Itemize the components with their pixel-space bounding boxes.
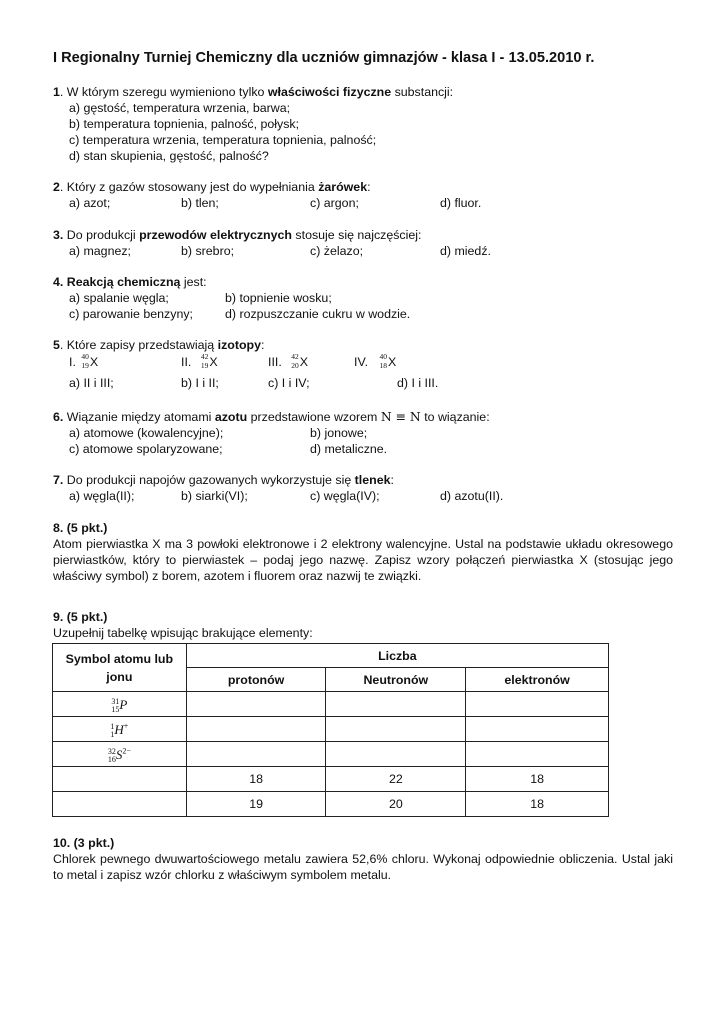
symbol-cell[interactable] xyxy=(53,792,187,817)
answer-a: a) azot; xyxy=(69,196,111,210)
answer-c: c) parowanie benzyny; xyxy=(69,307,193,321)
answer-a: a) spalanie węgla; xyxy=(69,291,169,305)
question-number: 1 xyxy=(53,85,60,99)
electrons-cell[interactable] xyxy=(466,692,609,717)
isotope-3: III. 42 20 X xyxy=(268,351,309,370)
neutrons-cell: 22 xyxy=(326,767,466,792)
answer-d: d) fluor. xyxy=(440,196,482,210)
answer-d: d) I i III. xyxy=(397,376,439,390)
neutrons-cell[interactable] xyxy=(326,692,466,717)
table-row xyxy=(53,767,609,792)
answer-b: b) temperatura topnienia, palność, połysk; xyxy=(69,117,300,131)
isotope-2: II. 42 19 X xyxy=(181,351,218,370)
question-1: 1. W którym szeregu wymieniono tylko właściwości fizyczne substancji: xyxy=(53,85,454,99)
table-row xyxy=(53,717,609,742)
question-10-text: Chlorek pewnego dwuwartościowego metalu zawiera 52,6% chloru. Wykonaj odpowiednie obliczenia. Ustal jaki to metal i zapisz wzór chlorku z właściwym symbolem metalu. xyxy=(53,852,673,882)
electrons-cell[interactable] xyxy=(466,742,609,767)
question-6: 6. Wiązanie między atomami azotu przedstawione wzorem N ≡ N to wiązanie: xyxy=(53,409,490,424)
symbol-cell: 31 15P xyxy=(53,692,187,717)
symbol-cell[interactable] xyxy=(53,767,187,792)
question-number: 5 xyxy=(53,338,60,352)
protons-cell[interactable] xyxy=(186,742,326,767)
answer-a: a) II i III; xyxy=(69,376,114,390)
question-3: 3. Do produkcji przewodów elektrycznych stosuje się najczęściej: xyxy=(53,228,422,242)
question-4: 4. Reakcją chemiczną jest: xyxy=(53,275,207,289)
electrons-cell[interactable] xyxy=(466,717,609,742)
question-number: 4. xyxy=(53,275,64,289)
answer-c: c) atomowe spolaryzowane; xyxy=(69,442,223,456)
question-2: 2. Który z gazów stosowany jest do wypełniania żarówek: xyxy=(53,180,371,194)
electrons-cell: 18 xyxy=(466,767,609,792)
answer-d: d) stan skupienia, gęstość, palność? xyxy=(69,149,269,163)
answer-b: b) topnienie wosku; xyxy=(225,291,332,305)
question-8-heading: 8. (5 pkt.) xyxy=(53,521,108,535)
protons-cell[interactable] xyxy=(186,692,326,717)
protons-cell[interactable] xyxy=(186,717,326,742)
question-10-heading: 10. (3 pkt.) xyxy=(53,836,115,850)
page-title: I Regionalny Turniej Chemiczny dla uczniów gimnazjów - klasa I - 13.05.2010 r. xyxy=(53,50,595,66)
data-table xyxy=(52,643,609,817)
question-8-text: Atom pierwiastka X ma 3 powłoki elektronowe i 2 elektrony walencyjne. Ustal na podstawie układu okresowego pierwiastków, który to pierwiastek – podaj jego nazwę. Zapisz wzory połączeń pierwiastka X (stosując jego właściwy symbol) z borem, azotem i fluorem oraz nazwij te związki. xyxy=(53,537,673,583)
protons-cell: 19 xyxy=(186,792,326,817)
answer-c: c) węgla(IV); xyxy=(310,489,380,503)
answer-a: a) atomowe (kowalencyjne); xyxy=(69,426,224,440)
triple-bond-formula: N ≡ N xyxy=(380,409,421,424)
question-number: 3. xyxy=(53,228,64,242)
question-7: 7. Do produkcji napojów gazowanych wykorzystuje się tlenek: xyxy=(53,473,394,487)
question-5: 5. Które zapisy przedstawiają izotopy: xyxy=(53,338,265,352)
answer-d: d) miedź. xyxy=(440,244,491,258)
neutrons-cell[interactable] xyxy=(326,717,466,742)
column-header-protons: protonów xyxy=(186,668,326,692)
answer-b: b) srebro; xyxy=(181,244,235,258)
symbol-cell: 1 1H+ xyxy=(53,717,187,742)
table-row xyxy=(53,742,609,767)
protons-cell: 18 xyxy=(186,767,326,792)
isotope-1: I. 40 19 X xyxy=(69,351,99,370)
answer-c: c) temperatura wrzenia, temperatura topnienia, palność; xyxy=(69,133,377,147)
table-row xyxy=(53,792,609,817)
answer-b: b) jonowe; xyxy=(310,426,368,440)
column-header-group: Liczba xyxy=(186,644,608,668)
answer-a: a) węgla(II); xyxy=(69,489,135,503)
table-row xyxy=(53,692,609,717)
neutrons-cell[interactable] xyxy=(326,742,466,767)
answer-b: b) I i II; xyxy=(181,376,219,390)
answer-d: d) metaliczne. xyxy=(310,442,388,456)
question-9-heading: 9. (5 pkt.) xyxy=(53,610,108,624)
answer-c: c) I i IV; xyxy=(268,376,310,390)
column-header-symbol: Symbol atomu lub jonu xyxy=(53,644,187,692)
answer-d: d) rozpuszczanie cukru w wodzie. xyxy=(225,307,411,321)
answer-c: c) argon; xyxy=(310,196,359,210)
symbol-cell: 32 $16S^{2-}$ xyxy=(53,742,187,767)
question-9-text: Uzupełnij tabelkę wpisując brakujące elementy: xyxy=(53,626,313,640)
electrons-cell: 18 xyxy=(466,792,609,817)
answer-c: c) żelazo; xyxy=(310,244,364,258)
question-number: 7. xyxy=(53,473,64,487)
isotope-4: IV. 40 18 X xyxy=(354,351,397,370)
column-header-electrons: elektronów xyxy=(466,668,609,692)
answer-b: b) siarki(VI); xyxy=(181,489,248,503)
answer-d: d) azotu(II). xyxy=(440,489,504,503)
column-header-neutrons: Neutronów xyxy=(326,668,466,692)
neutrons-cell: 20 xyxy=(326,792,466,817)
answer-b: b) tlen; xyxy=(181,196,219,210)
question-number: 6. xyxy=(53,410,64,424)
answer-a: a) magnez; xyxy=(69,244,131,258)
answer-a: a) gęstość, temperatura wrzenia, barwa; xyxy=(69,101,291,115)
question-number: 2 xyxy=(53,180,60,194)
